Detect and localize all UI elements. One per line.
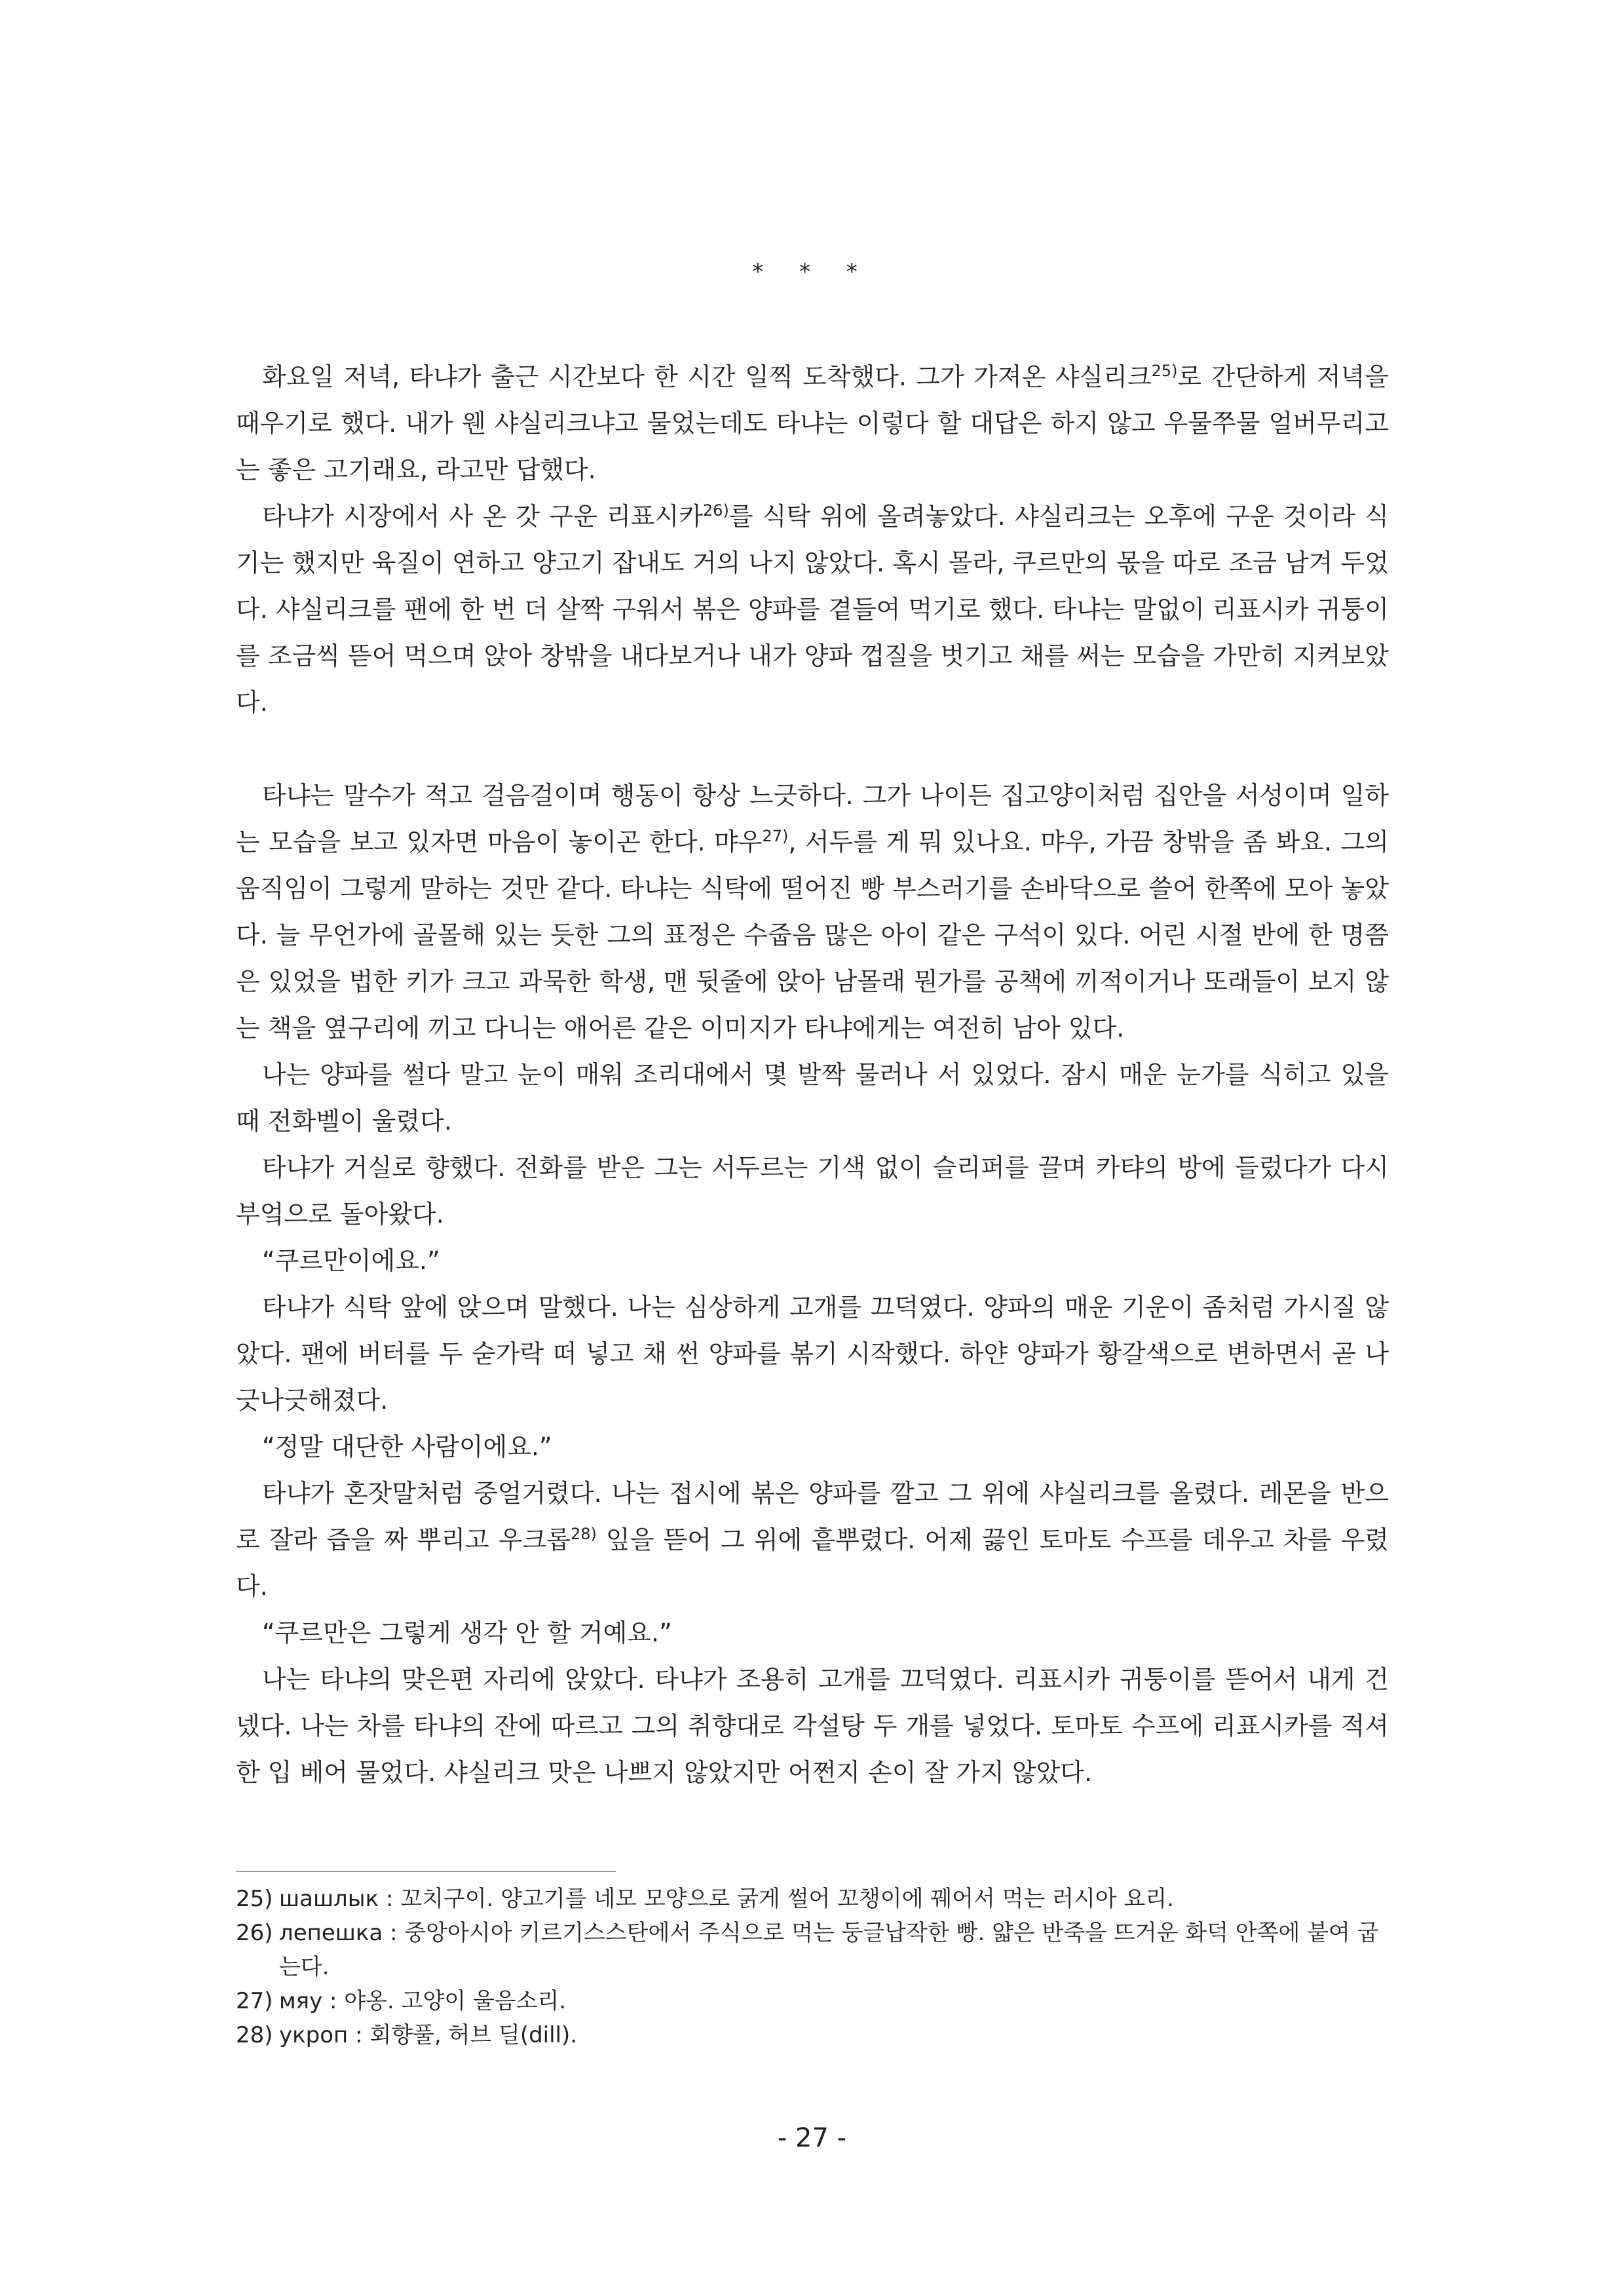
dialogue-line: “정말 대단한 사람이에요.” xyxy=(262,1432,552,1461)
footnote-ref: 26) xyxy=(702,501,729,520)
paragraph: 나는 양파를 썰다 말고 눈이 매워 조리대에서 몇 발짝 물러나 서 있었다. 잠시 매운 눈가를 식히고 있을 때 전화벨이 울렸다. xyxy=(236,1060,1389,1136)
paragraph: 화요일 저녁, 타냐가 출근 시간보다 한 시간 일찍 도착했다. 그가 가져온 샤실리크$^{25)}$로 간단하게 저녁을 때우기로 했다. 내가 웬 샤실리크냐고 물었는데도 타냐는 이렇다 할 대답은 하지 않고 우물쭈물 얼버무리고는 좋은 고기래요, 라고만 답했다. xyxy=(236,362,1389,484)
footnote-text: шашлык : 꼬치구이. 양고기를 네모 모양으로 굵게 썰어 꼬챙이에 꿰어서 먹는 러시아 요리. xyxy=(279,1886,1174,1912)
footnote-ref: 25) xyxy=(1151,362,1178,380)
footnote-rule xyxy=(236,1871,616,1872)
footnote-number: 28) xyxy=(236,2022,273,2048)
footnote-ref: 28) xyxy=(571,1525,597,1543)
body-text xyxy=(236,354,1389,1796)
section-divider: * * * xyxy=(752,259,872,285)
paragraph: 타냐는 말수가 적고 걸음걸이며 행동이 항상 느긋하다. 그가 나이든 집고양이처럼 집안을 서성이며 일하는 모습을 보고 있자면 마음이 놓이곤 한다. 먀우$^{27)}$, 서두를 게 뭐 있나요. 먀우, 가끔 창밖을 좀 봐요. 그의 움직임이 그렇게 말하는 것만 같다. 타냐는 식탁에 떨어진 빵 부스러기를 손바닥으로 쓸어 한쪽에 모아 놓았다. 늘 무언가에 골몰해 있는 듯한 그의 표정은 수줍음 많은 아이 같은 구석이 있다. 어린 시절 반에 한 명쯤은 있었을 법한 키가 크고 과묵한 학생, 맨 뒷줄에 앉아 남몰래 뭔가를 공책에 끼적이거나 또래들이 보지 않는 책을 옆구리에 끼고 다니는 애어른 같은 이미지가 타냐에게는 여전히 남아 있다. xyxy=(236,781,1389,1043)
footnote xyxy=(236,1882,1389,1916)
paragraph: 타냐가 시장에서 사 온 갓 구운 리표시카$^{26)}$를 식탁 위에 올려놓았다. 샤실리크는 오후에 구운 것이라 식기는 했지만 육질이 연하고 양고기 잡내도 거의 나지 않았다. 혹시 몰라, 쿠르만의 몫을 따로 조금 남겨 두었다. 샤실리크를 팬에 한 번 더 살짝 구워서 볶은 양파를 곁들여 먹기로 했다. 타냐는 말없이 리표시카 귀퉁이를 조금씩 뜯어 먹으며 앉아 창밖을 내다보거나 내가 양파 껍질을 벗기고 채를 써는 모습을 가만히 지켜보았다. xyxy=(236,501,1389,717)
footnote-text: лепешка : 중앙아시아 키르기스스탄에서 주식으로 먹는 둥글납작한 빵. 얇은 반죽을 뜨거운 화덕 안쪽에 붙여 굽는다. xyxy=(279,1920,1379,1980)
paragraph: 타냐가 식탁 앞에 앉으며 말했다. 나는 심상하게 고개를 끄덕였다. 양파의 매운 기운이 좀처럼 가시질 않았다. 팬에 버터를 두 숟가락 떠 넣고 채 썬 양파를 볶기 시작했다. 하얀 양파가 황갈색으로 변하면서 곧 나긋나긋해졌다. xyxy=(236,1293,1389,1415)
footnote-number: 25) xyxy=(236,1886,273,1912)
paragraph: 나는 타냐의 맞은편 자리에 앉았다. 타냐가 조용히 고개를 끄덕였다. 리표시카 귀퉁이를 뜯어서 내게 건넸다. 나는 차를 타냐의 잔에 따르고 그의 취향대로 각설탕 두 개를 넣었다. 토마토 수프에 리표시카를 적셔 한 입 베어 물었다. 샤실리크 맛은 나쁘지 않았지만 어쩐지 손이 잘 가지 않았다. xyxy=(236,1665,1389,1787)
dialogue-line: “쿠르만이에요.” xyxy=(262,1246,440,1275)
footnote xyxy=(236,1984,1389,2018)
footnote-number: 26) xyxy=(236,1920,273,1946)
footnote-text: укроп : 회향풀, 허브 딜(dill). xyxy=(279,2022,578,2048)
footnote xyxy=(236,2018,1389,2052)
footnote-ref: 27) xyxy=(762,827,789,845)
dialogue-line: “쿠르만은 그렇게 생각 안 할 거예요.” xyxy=(262,1618,672,1647)
footnote-number: 27) xyxy=(236,1988,273,2014)
footnotes xyxy=(236,1882,1389,2052)
footnote-text: мяу : 야옹. 고양이 울음소리. xyxy=(279,1988,567,2014)
paragraph: 타냐가 혼잣말처럼 중얼거렸다. 나는 접시에 볶은 양파를 깔고 그 위에 샤실리크를 올렸다. 레몬을 반으로 잘라 즙을 짜 뿌리고 우크롭$^{28)}$ 잎을 뜯어 그 위에 흩뿌렸다. 어제 끓인 토마토 수프를 데우고 차를 우렸다. xyxy=(236,1479,1389,1601)
paragraph: 타냐가 거실로 향했다. 전화를 받은 그는 서두르는 기색 없이 슬리퍼를 끌며 카탸의 방에 들렀다가 다시 부엌으로 돌아왔다. xyxy=(236,1153,1389,1229)
paragraph-gap xyxy=(236,726,1389,773)
footnote xyxy=(236,1916,1389,1984)
page-number: - 27 - xyxy=(777,2123,847,2153)
